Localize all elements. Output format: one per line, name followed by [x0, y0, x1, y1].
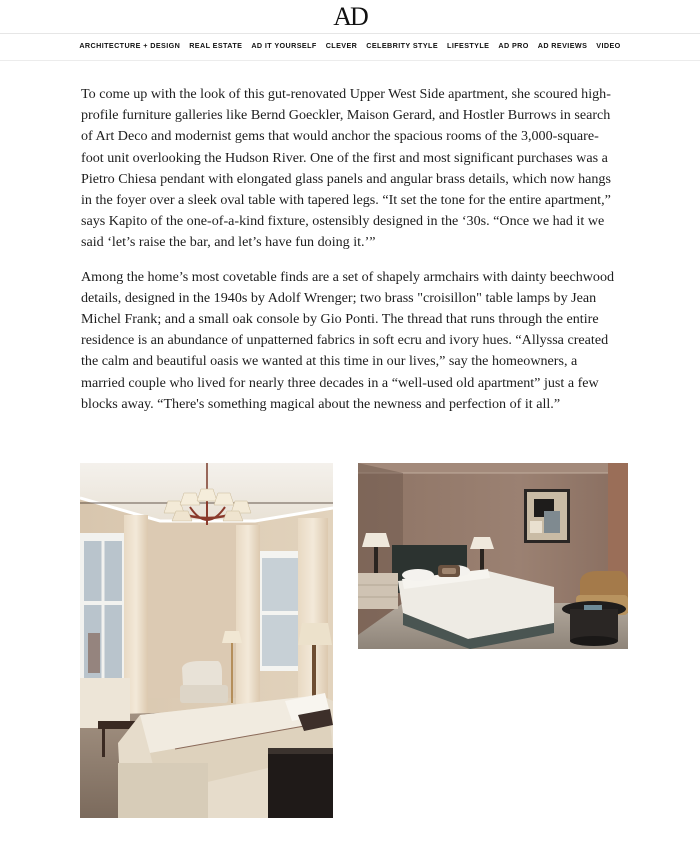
bedroom-chandelier-photo[interactable]	[80, 463, 333, 818]
nav-ad-reviews[interactable]: AD REVIEWS	[537, 41, 588, 50]
bedroom-chandelier-image	[80, 463, 333, 818]
nav-video[interactable]: VIDEO	[596, 41, 621, 50]
article-body	[81, 84, 621, 415]
taupe-bedroom-image	[358, 463, 628, 649]
header-divider	[0, 33, 700, 34]
nav-real-estate[interactable]: REAL ESTATE	[189, 41, 243, 50]
taupe-bedroom-photo[interactable]	[358, 463, 628, 649]
nav-clever[interactable]: CLEVER	[325, 41, 358, 50]
nav-celebrity-style[interactable]: CELEBRITY STYLE	[366, 41, 439, 50]
article-paragraph-1: To come up with the look of this gut-renovated Upper West Side apartment, she scoured high-profile furniture galleries like Bernd Goeckler, Maison Gerard, and Hostler Burrows in search of Art Deco and modernist gems that would anchor the spacious rooms of the 3,000-square-foot unit overlooking the Hudson River. One of the first and most significant purchases was a Pietro Chiesa pendant with elongated glass panels and angular brass details, which now hangs in the foyer over a sleek oval table with tapered legs. “It set the tone for the entire apartment,” says Kapito of the one-of-a-kind fixture, ostensibly designed in the ‘30s. “Once we had it we said ‘let’s raise the bar, and let’s have fun doing it.’”	[81, 86, 611, 251]
nav-architecture-design[interactable]: ARCHITECTURE + DESIGN	[79, 41, 181, 50]
nav-divider	[0, 60, 700, 61]
nav-lifestyle[interactable]: LIFESTYLE	[447, 41, 490, 50]
nav-ad-it-yourself[interactable]: AD IT YOURSELF	[251, 41, 317, 50]
article-paragraph-2: Among the home’s most covetable finds are a set of shapely armchairs with dainty beechwood details, designed in the 1940s by Adolf Wrenger; two brass "croisillon" table lamps by Jean Michel Frank; and a small oak console by Gio Ponti. The thread that runs through the entire residence is an abundance of unpatterned fabrics in soft ecru and ivory hues. “Allyssa created the calm and beautiful oasis we wanted at this time in our lives,” say the homeowners, a married couple who lived for nearly three decades in a “well-used old apartment” just a few blocks away. “There's something magical about the newness and perfection of it all.”	[81, 268, 615, 412]
site-header	[0, 0, 700, 62]
main-nav	[0, 39, 700, 53]
nav-ad-pro[interactable]: AD PRO	[498, 41, 529, 50]
ad-logo[interactable]: AD	[333, 2, 367, 31]
